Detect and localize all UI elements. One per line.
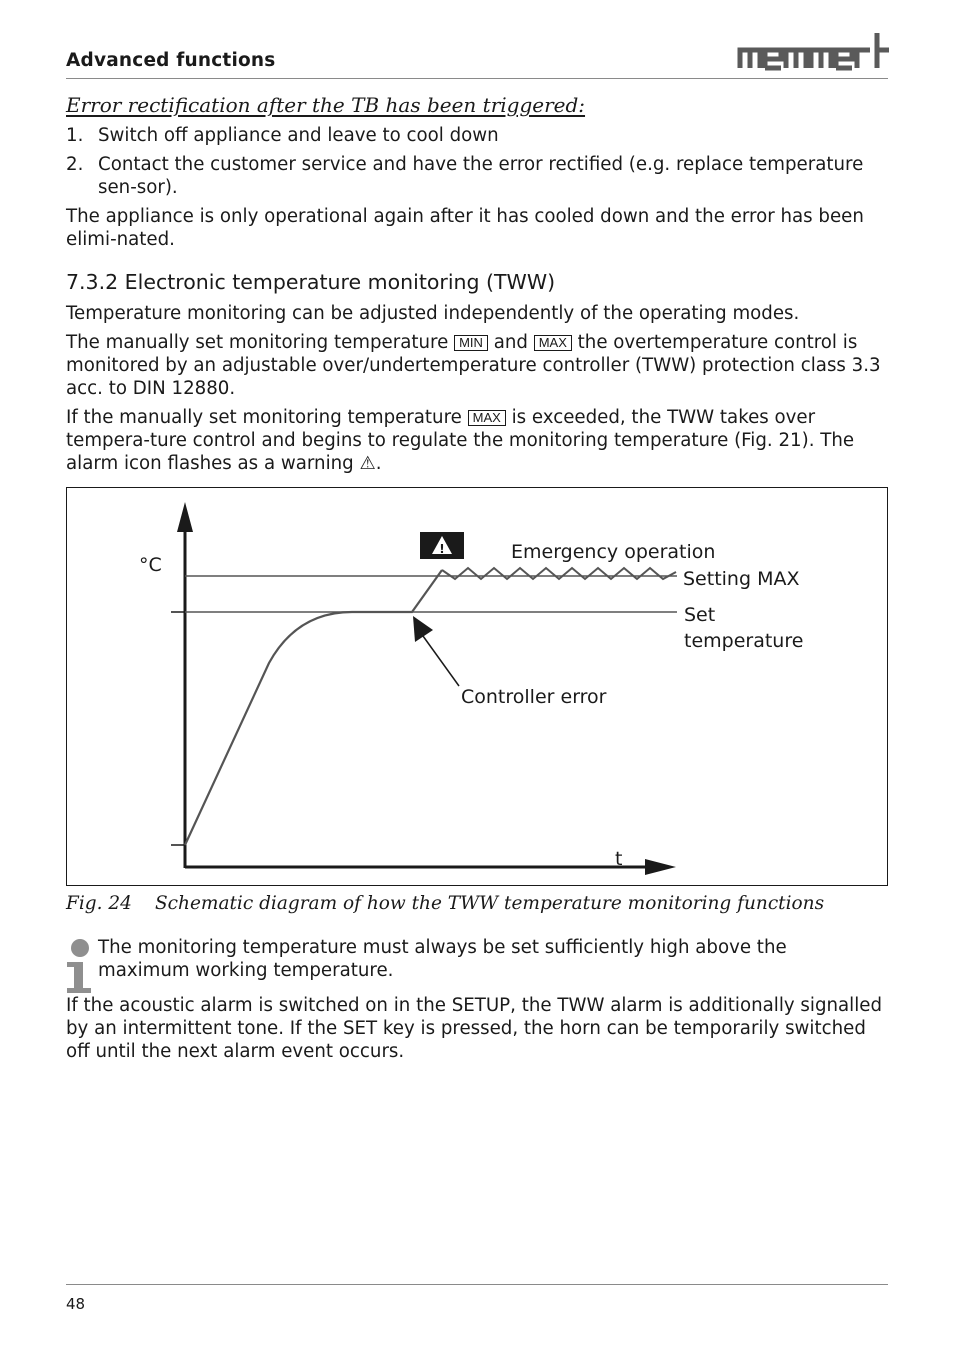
setting-max-label: Setting MAX bbox=[683, 568, 800, 590]
info-note-text: The monitoring temperature must always be set sufficiently high above the maximum working temperature. bbox=[98, 937, 787, 981]
alarm-exclamation: ! bbox=[439, 542, 445, 556]
error-rectification-heading: Error rectification after the TB has been triggered: bbox=[66, 93, 586, 117]
memmert-logo bbox=[737, 30, 889, 72]
info-icon bbox=[63, 938, 97, 996]
step-number: 2. bbox=[66, 154, 84, 175]
step-text: Switch off appliance and leave to cool down bbox=[98, 125, 499, 146]
page-number: 48 bbox=[66, 1295, 86, 1313]
set-temperature-label-line2: temperature bbox=[684, 630, 804, 652]
paragraph-text: the overtemperature control is monitored by an adjustable over/undertemperature controller (TWW) protection class 3.3 acc. to DIN 12880. bbox=[66, 332, 881, 399]
header-divider bbox=[66, 78, 888, 79]
figure-number: Fig. 24 bbox=[66, 893, 132, 914]
tww-paragraph-2 bbox=[66, 331, 888, 400]
paragraph-text: is exceeded, the TWW takes over tempera-ture control and begins to regulate the monitoring temperature (Fig. 21). The alarm icon flashes as a warning bbox=[66, 407, 855, 474]
paragraph-text: and bbox=[487, 332, 534, 353]
header-section-title: Advanced functions bbox=[66, 50, 276, 71]
error-note: The appliance is only operational again after it has cooled down and the error has been elimi-nated. bbox=[66, 206, 864, 250]
paragraph-text: The manually set monitoring temperature bbox=[66, 332, 455, 353]
y-unit-label: °C bbox=[139, 554, 162, 576]
min-key-label: MIN bbox=[454, 335, 488, 351]
controller-error-pointer bbox=[423, 636, 459, 686]
y-axis-arrow bbox=[177, 502, 193, 532]
emergency-operation-zigzag bbox=[442, 568, 676, 579]
emergency-operation-label: Emergency operation bbox=[511, 541, 716, 563]
max-key-label: MAX bbox=[534, 335, 572, 351]
error-step-2 bbox=[66, 153, 866, 199]
warning-icon: ⚠ bbox=[359, 453, 376, 474]
x-axis-label: t bbox=[615, 848, 623, 870]
controller-error-arrowhead bbox=[413, 616, 433, 642]
figure-caption-text: Schematic diagram of how the TWW temperature monitoring functions bbox=[155, 893, 825, 914]
x-axis-arrow bbox=[645, 859, 676, 875]
step-number: 1. bbox=[66, 125, 84, 146]
paragraph-text: . bbox=[375, 453, 382, 474]
tww-paragraph-1: Temperature monitoring can be adjusted independently of the operating modes. bbox=[66, 303, 800, 324]
section-title: 7.3.2 Electronic temperature monitoring (TWW) bbox=[66, 270, 556, 294]
tww-diagram-frame bbox=[66, 487, 888, 886]
figure-caption bbox=[66, 893, 824, 914]
error-step-1 bbox=[66, 124, 866, 147]
alarm-paragraph: If the acoustic alarm is switched on in the SETUP, the TWW alarm is additionally signalled by an intermittent tone. If the SET key is pressed, the horn can be temporarily switched off until the next alarm event occurs. bbox=[66, 995, 883, 1062]
paragraph-text: If the manually set monitoring temperature bbox=[66, 407, 468, 428]
tww-paragraph-3 bbox=[66, 406, 888, 475]
tww-diagram bbox=[67, 488, 887, 885]
max-key-label: MAX bbox=[468, 410, 506, 426]
footer-divider bbox=[66, 1284, 888, 1285]
set-temperature-label-line1: Set bbox=[684, 604, 716, 626]
step-text: Contact the customer service and have the error rectified (e.g. replace temperature sen-sor). bbox=[98, 154, 864, 198]
controller-error-label: Controller error bbox=[461, 686, 607, 708]
